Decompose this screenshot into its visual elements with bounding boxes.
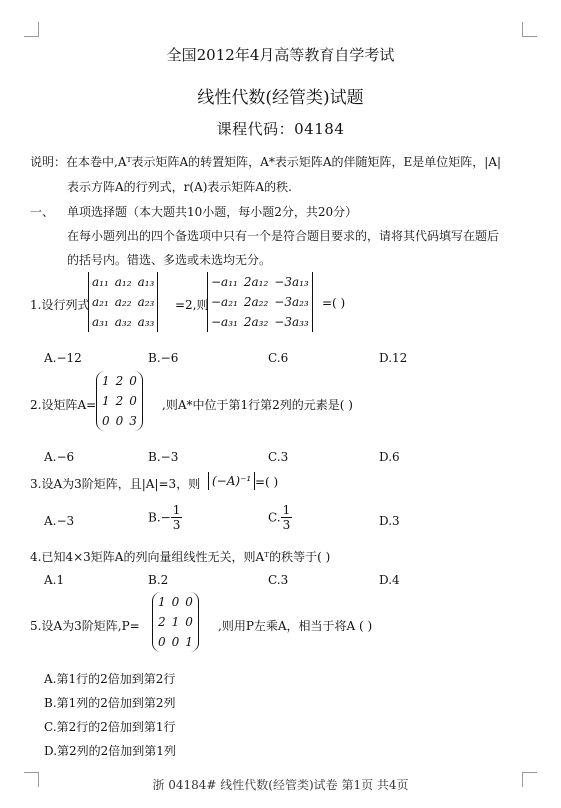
q1det1-cell: a₁₃	[137, 275, 155, 289]
q5-matrix	[152, 592, 199, 652]
q1-prefix: 1.设行列式	[30, 298, 90, 312]
q1det2-cell: 2a₃₂	[243, 315, 269, 329]
q5mat-cell: 0	[171, 595, 180, 609]
q3-option-a: A.−3	[44, 514, 75, 528]
course-code: 课程代码：04184	[216, 120, 345, 138]
q1det1-cell: a₁₁	[92, 275, 109, 289]
q2-option-c: C.3	[268, 450, 289, 464]
q5mat-cell: 2	[158, 615, 166, 629]
q1-option-b: B.−6	[148, 351, 179, 365]
q5mat-cell: 0	[185, 595, 193, 609]
q1det2-cell: −a₁₁	[211, 275, 238, 289]
q5mat-cell: 0	[171, 635, 180, 649]
q2mat-cell: 1	[102, 394, 110, 408]
q2mat-cell: 2	[115, 394, 124, 408]
section-heading: 单项选择题（本大题共10小题，每小题2分，共20分）	[67, 205, 358, 219]
q4-text: 4.已知4×3矩阵A的列向量组线性无关，则Aᵀ的秩等于( )	[30, 550, 331, 564]
q3-option-c-prefix: C.	[268, 510, 281, 525]
q2-option-b: B.−3	[148, 450, 179, 464]
q3-option-b-prefix: B.−	[148, 510, 171, 525]
corner-mark-top-right	[522, 22, 537, 37]
q2-suffix: ,则A*中位于第1行第2列的元素是( )	[162, 398, 353, 412]
q3-option-b-fraction	[171, 503, 183, 532]
notes-line-1: 说明：在本卷中,Aᵀ表示矩阵A的转置矩阵，A*表示矩阵A的伴随矩阵，E是单位矩阵，|A|	[30, 155, 502, 169]
q1det1-cell: a₂₁	[92, 295, 109, 309]
page-footer: 浙 04184# 线性代数(经管类)试卷 第1页 共4页	[152, 778, 409, 792]
q2-prefix: 2.设矩阵A=	[30, 398, 97, 412]
q1det2-cell: −3a₂₃	[274, 295, 309, 309]
q5mat-cell: 1	[158, 595, 166, 609]
q3-option-c	[268, 503, 292, 532]
q1-option-d: D.12	[379, 351, 408, 365]
q2-matrix	[96, 371, 143, 431]
q5mat-cell: 1	[185, 635, 193, 649]
q2mat-cell: 0	[115, 414, 124, 428]
q2-option-a: A.−6	[44, 450, 75, 464]
q1-option-c: C.6	[268, 351, 289, 365]
q1det2-cell: −3a₃₃	[274, 315, 309, 329]
q5mat-cell: 0	[185, 615, 193, 629]
q3-option-d: D.3	[379, 514, 400, 528]
q2mat-cell: 0	[102, 414, 110, 428]
q1-suffix: =( )	[322, 296, 346, 310]
q1det1-cell: a₃₁	[92, 315, 109, 329]
q4-option-d: D.4	[379, 573, 400, 587]
q1det2-cell: −a₃₁	[211, 315, 238, 329]
q5-suffix: ,则用P左乘A，相当于将A ( )	[218, 619, 373, 633]
q1det1-cell: a₃₂	[114, 315, 132, 329]
q1det1-cell: a₃₃	[137, 315, 155, 329]
q1-mid: =2,则	[175, 298, 209, 312]
q5mat-cell: 0	[158, 635, 166, 649]
q4-option-b: B.2	[148, 573, 169, 587]
q5-option-b: B.第1列的2倍加到第2列	[44, 696, 176, 710]
q2mat-cell: 3	[129, 414, 137, 428]
q4-option-c: C.3	[268, 573, 289, 587]
q3-expression: (−A)⁻¹	[208, 472, 255, 490]
section-instruction-1: 在每小题列出的四个备选项中只有一个是符合题目要求的，请将其代码填写在题后	[67, 229, 500, 243]
section-instruction-2: 的括号内。错选、多选或未选均无分。	[67, 253, 272, 267]
q2-option-d: D.6	[379, 450, 400, 464]
q3-option-c-numerator: 1	[282, 503, 291, 517]
q5mat-cell: 1	[171, 615, 180, 629]
q3-option-b-denominator: 3	[172, 518, 181, 532]
q1-option-a: A.−12	[44, 351, 82, 365]
q2mat-cell: 0	[129, 394, 137, 408]
q1det2-cell: 2a₁₂	[243, 275, 269, 289]
q3-option-b-numerator: 1	[172, 503, 181, 517]
q3-option-c-denominator: 3	[282, 518, 291, 532]
q1det2-cell: −3a₁₃	[274, 275, 309, 289]
q1det2-cell: −a₂₁	[211, 295, 238, 309]
q3-suffix: =( )	[255, 475, 279, 489]
paper-title: 线性代数(经管类)试题	[197, 88, 364, 108]
q2mat-cell: 2	[115, 374, 124, 388]
q5-option-d: D.第2列的2倍加到第1列	[44, 744, 176, 758]
q3-option-c-fraction	[281, 503, 293, 532]
notes-line-2: 表示方阵A的行列式，r(A)表示矩阵A的秩.	[67, 180, 292, 194]
q1-determinant-1	[88, 272, 158, 332]
q1-determinant-2	[207, 272, 313, 332]
q1det1-cell: a₁₂	[114, 275, 132, 289]
q3-option-b	[148, 503, 182, 532]
q5-option-c: C.第2行的2倍加到第1行	[44, 720, 176, 734]
section-number: 一、	[30, 205, 55, 219]
q1det2-cell: 2a₂₂	[243, 295, 269, 309]
q1det1-cell: a₂₂	[114, 295, 132, 309]
q2mat-cell: 0	[129, 374, 137, 388]
q2mat-cell: 1	[102, 374, 110, 388]
q1det1-cell: a₂₃	[137, 295, 155, 309]
q4-option-a: A.1	[44, 573, 65, 587]
q3-text: 3.设A为3阶矩阵，且|A|=3，则	[30, 477, 201, 491]
corner-mark-top-left	[24, 22, 39, 37]
q5-prefix: 5.设A为3阶矩阵,P=	[30, 619, 140, 633]
exam-title: 全国2012年4月高等教育自学考试	[166, 46, 395, 64]
q5-option-a: A.第1行的2倍加到第2行	[44, 672, 176, 686]
